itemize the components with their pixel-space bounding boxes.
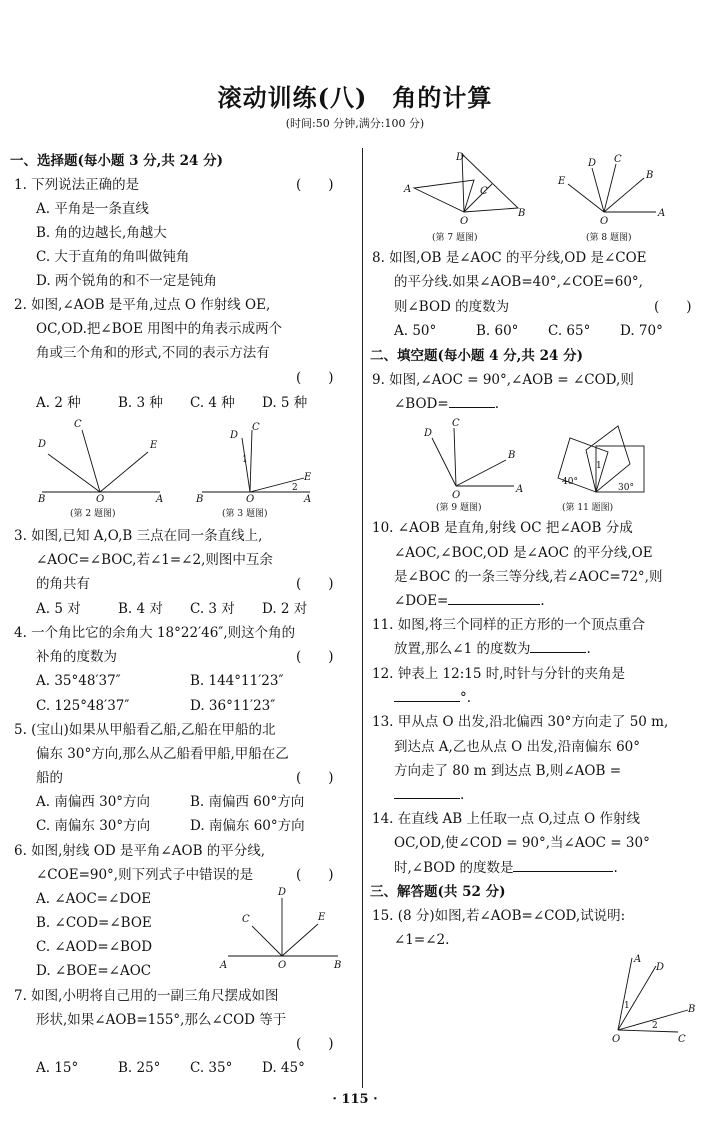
fig3-label-1: 1 [242, 455, 248, 465]
fig8-caption: (第 8 题图) [586, 233, 632, 243]
q4-answer-paren: ( ) [296, 649, 334, 665]
fig2-label-o: O [96, 494, 105, 505]
q8-option-c: C. 65° [548, 323, 591, 339]
q2-option-d: D. 5 种 [262, 395, 308, 411]
q3-option-a: A. 5 对 [36, 601, 81, 617]
q7-option-b: B. 25° [118, 1060, 161, 1076]
fig9-label-a: A [516, 484, 524, 495]
q13-line-3: 方向走了 80 m 到达点 B,则∠AOB = [394, 763, 622, 779]
q6-option-c: C. ∠AOD=∠BOD [36, 939, 153, 955]
fig6-label-e: E [318, 912, 326, 923]
q6-option-d: D. ∠BOE=∠AOC [36, 963, 152, 979]
q10-line-3: 是∠BOC 的一条三等分线,若∠AOC=72°,则 [394, 569, 663, 585]
fig6-label-o: O [278, 960, 287, 971]
q14-line-1: 14. 在直线 AB 上任取一点 O,过点 O 作射线 [372, 811, 641, 827]
fig11-label-1: 1 [596, 461, 602, 471]
q4-option-d: D. 36°11′23″ [190, 698, 276, 714]
fig3-label-2: 2 [292, 483, 298, 493]
q1-option-a: A. 平角是一条直线 [36, 201, 149, 217]
q1-option-d: D. 两个锐角的和不一定是钝角 [36, 273, 217, 289]
q6-option-b: B. ∠COD=∠BOE [36, 915, 152, 931]
figure-q15 [604, 950, 700, 1046]
q1-stem: 1. 下列说法正确的是 [14, 177, 140, 193]
q5-option-d: D. 南偏东 60°方向 [190, 818, 305, 834]
fig6-label-a: A [220, 960, 228, 971]
q2-line-2: OC,OD.把∠BOE 用图中的角表示成两个 [36, 321, 283, 337]
fig11-caption: (第 11 题图) [562, 503, 614, 513]
fig3-label-b: B [196, 494, 204, 505]
q7-option-d: D. 45° [262, 1060, 305, 1076]
column-divider [362, 148, 363, 1088]
fig15-label-c: C [678, 1034, 686, 1045]
q6-line-1: 6. 如图,射线 OD 是平角∠AOB 的平分线, [14, 843, 266, 859]
q7-answer-paren: ( ) [296, 1036, 334, 1052]
q8-line-1: 8. 如图,OB 是∠AOC 的平分线,OD 是∠COE [372, 250, 647, 266]
fig8-label-a: A [658, 208, 666, 219]
fig2-label-e: E [150, 440, 158, 451]
q8-line-2: 的平分线.如果∠AOB=40°,∠COE=60°, [394, 274, 643, 290]
fig7-label-d: D [456, 152, 465, 163]
q6-option-a: A. ∠AOC=∠DOE [36, 891, 152, 907]
section-heading-solve: 三、解答题(共 52 分) [370, 884, 506, 900]
fig2-caption: (第 2 题图) [70, 509, 116, 519]
fig3-label-o: O [246, 494, 255, 505]
q7-line-1: 7. 如图,小明将自己用的一副三角尺摆成如图 [14, 988, 279, 1004]
q12-line-1: 12. 钟表上 12:15 时,时针与分针的夹角是 [372, 666, 626, 682]
q6-line-2: ∠COE=90°,则下列式子中错误的是 [36, 867, 254, 883]
q9-line-1: 9. 如图,∠AOC = 90°,∠AOB = ∠COD,则 [372, 372, 634, 388]
fig3-label-e: E [304, 472, 312, 483]
fig2-label-d: D [38, 439, 47, 450]
figure-q2-q3 [30, 416, 350, 520]
q8-line-3: 则∠BOD 的度数为 [394, 299, 510, 315]
fig6-label-d: D [278, 887, 287, 898]
fig11-label-40: 40° [562, 477, 578, 487]
page-title: 滚动训练(八) 角的计算 [217, 83, 493, 112]
q5-option-b: B. 南偏西 60°方向 [190, 794, 305, 810]
fig9-label-o: O [452, 490, 461, 498]
fig8-label-c: C [614, 154, 622, 165]
q4-line-2: 补角的度数为 [36, 649, 117, 665]
q3-answer-paren: ( ) [296, 576, 334, 592]
q3-line-2: ∠AOC=∠BOC,若∠1=∠2,则图中互余 [36, 552, 273, 568]
figure-q9-q11 [410, 416, 654, 498]
q2-line-3: 角或三个角和的形式,不同的表示方法有 [36, 345, 270, 361]
q7-option-a: A. 15° [36, 1060, 79, 1076]
q10-line-4: ∠DOE= . [394, 589, 545, 613]
q5-option-a: A. 南偏西 30°方向 [36, 794, 151, 810]
q5-line-2: 偏东 30°方向,那么从乙船看甲船,甲船在乙 [36, 746, 289, 762]
q3-option-b: B. 4 对 [118, 601, 163, 617]
q3-line-3: 的角共有 [36, 576, 90, 592]
figure-q7-q8 [400, 148, 690, 230]
fig3-label-c: C [252, 422, 260, 433]
q3-line-1: 3. 如图,已知 A,O,B 三点在同一条直线上, [14, 528, 263, 544]
figure-q6 [214, 886, 354, 974]
q14-line-3: 时,∠BOD 的度数是 . [394, 856, 618, 880]
q5-line-3: 船的 [36, 770, 63, 786]
fig7-label-b: B [518, 208, 526, 219]
fig3-caption: (第 3 题图) [222, 509, 268, 519]
q2-option-a: A. 2 种 [36, 395, 81, 411]
fig9-label-c: C [452, 418, 460, 429]
fig2-label-c: C [74, 419, 82, 430]
fig15-label-b: B [688, 1004, 696, 1015]
q9-line-2: ∠BOD= . [394, 392, 499, 416]
section-heading-fill: 二、填空题(每小题 4 分,共 24 分) [370, 348, 583, 364]
q4-option-c: C. 125°48′37″ [36, 698, 130, 714]
fig15-label-d: D [656, 962, 665, 973]
q13-line-2: 到达点 A,乙也从点 O 出发,沿南偏东 60° [394, 739, 640, 755]
q12-line-2: °. [394, 686, 471, 710]
q2-option-b: B. 3 种 [118, 395, 163, 411]
fig7-label-a: A [404, 184, 412, 195]
q5-line-1: 5. (宝山)如果从甲船看乙船,乙船在甲船的北 [14, 722, 276, 738]
fig8-label-e: E [558, 176, 566, 187]
fig8-label-b: B [646, 170, 654, 181]
q10-line-2: ∠AOC,∠BOC,OD 是∠AOC 的平分线,OE [394, 545, 653, 561]
q7-option-c: C. 35° [190, 1060, 233, 1076]
q1-option-c: C. 大于直角的角叫做钝角 [36, 249, 190, 265]
fig8-label-d: D [588, 158, 597, 169]
q11-line-2: 放置,那么∠1 的度数为 . [394, 637, 591, 661]
fig11-label-30: 30° [618, 483, 634, 493]
fig15-label-a: A [634, 954, 642, 965]
fig7-caption: (第 7 题图) [432, 233, 478, 243]
page-number: · 115 · [332, 1092, 378, 1107]
fig9-caption: (第 9 题图) [436, 503, 482, 513]
q4-line-1: 4. 一个角比它的余角大 18°22′46″,则这个角的 [14, 625, 296, 641]
fig6-label-b: B [334, 960, 342, 971]
q1-option-b: B. 角的边越长,角越大 [36, 225, 167, 241]
q8-option-d: D. 70° [620, 323, 663, 339]
fig3-label-d: D [230, 430, 239, 441]
q2-line-1: 2. 如图,∠AOB 是平角,过点 O 作射线 OE, [14, 297, 271, 313]
q8-option-b: B. 60° [476, 323, 519, 339]
q13-line-4: . [394, 783, 464, 807]
fig8-label-o: O [600, 216, 609, 227]
q3-option-d: D. 2 对 [262, 601, 308, 617]
fig2-label-b: B [38, 494, 46, 505]
q4-option-a: A. 35°48′37″ [36, 673, 121, 689]
q10-line-1: 10. ∠AOB 是直角,射线 OC 把∠AOB 分成 [372, 520, 633, 536]
fig7-label-c: C [480, 186, 488, 197]
q8-answer-paren: ( ) [654, 299, 692, 315]
q14-line-2: OC,OD,使∠COD = 90°,当∠AOC = 30° [394, 835, 650, 851]
q15-line-2: ∠1=∠2. [394, 932, 450, 948]
q11-line-1: 11. 如图,将三个同样的正方形的一个顶点重合 [372, 617, 646, 633]
q13-line-1: 13. 甲从点 O 出发,沿北偏西 30°方向走了 50 m, [372, 714, 669, 730]
fig15-label-o: O [612, 1034, 621, 1045]
q2-answer-paren: ( ) [296, 370, 334, 386]
fig15-label-1: 1 [624, 1001, 630, 1011]
q5-option-c: C. 南偏东 30°方向 [36, 818, 151, 834]
q8-option-a: A. 50° [394, 323, 437, 339]
fig15-label-2: 2 [652, 1021, 658, 1031]
fig2-label-a: A [156, 494, 164, 505]
q1-answer-paren: ( ) [296, 177, 334, 193]
q4-option-b: B. 144°11′23″ [190, 673, 284, 689]
fig9-label-b: B [508, 450, 516, 461]
q5-answer-paren: ( ) [296, 770, 334, 786]
fig9-label-d: D [424, 428, 433, 439]
page-subtitle: (时间:50 分钟,满分:100 分) [285, 117, 425, 130]
q3-option-c: C. 3 对 [190, 601, 235, 617]
q7-line-2: 形状,如果∠AOB=155°,那么∠COD 等于 [36, 1012, 287, 1028]
q6-answer-paren: ( ) [296, 867, 334, 883]
section-heading-choice: 一、选择题(每小题 3 分,共 24 分) [10, 153, 223, 169]
fig3-label-a: A [304, 494, 312, 505]
q15-line-1: 15. (8 分)如图,若∠AOB=∠COD,试说明: [372, 908, 626, 924]
fig7-label-o: O [460, 216, 469, 227]
q2-option-c: C. 4 种 [190, 395, 235, 411]
fig6-label-c: C [242, 914, 250, 925]
